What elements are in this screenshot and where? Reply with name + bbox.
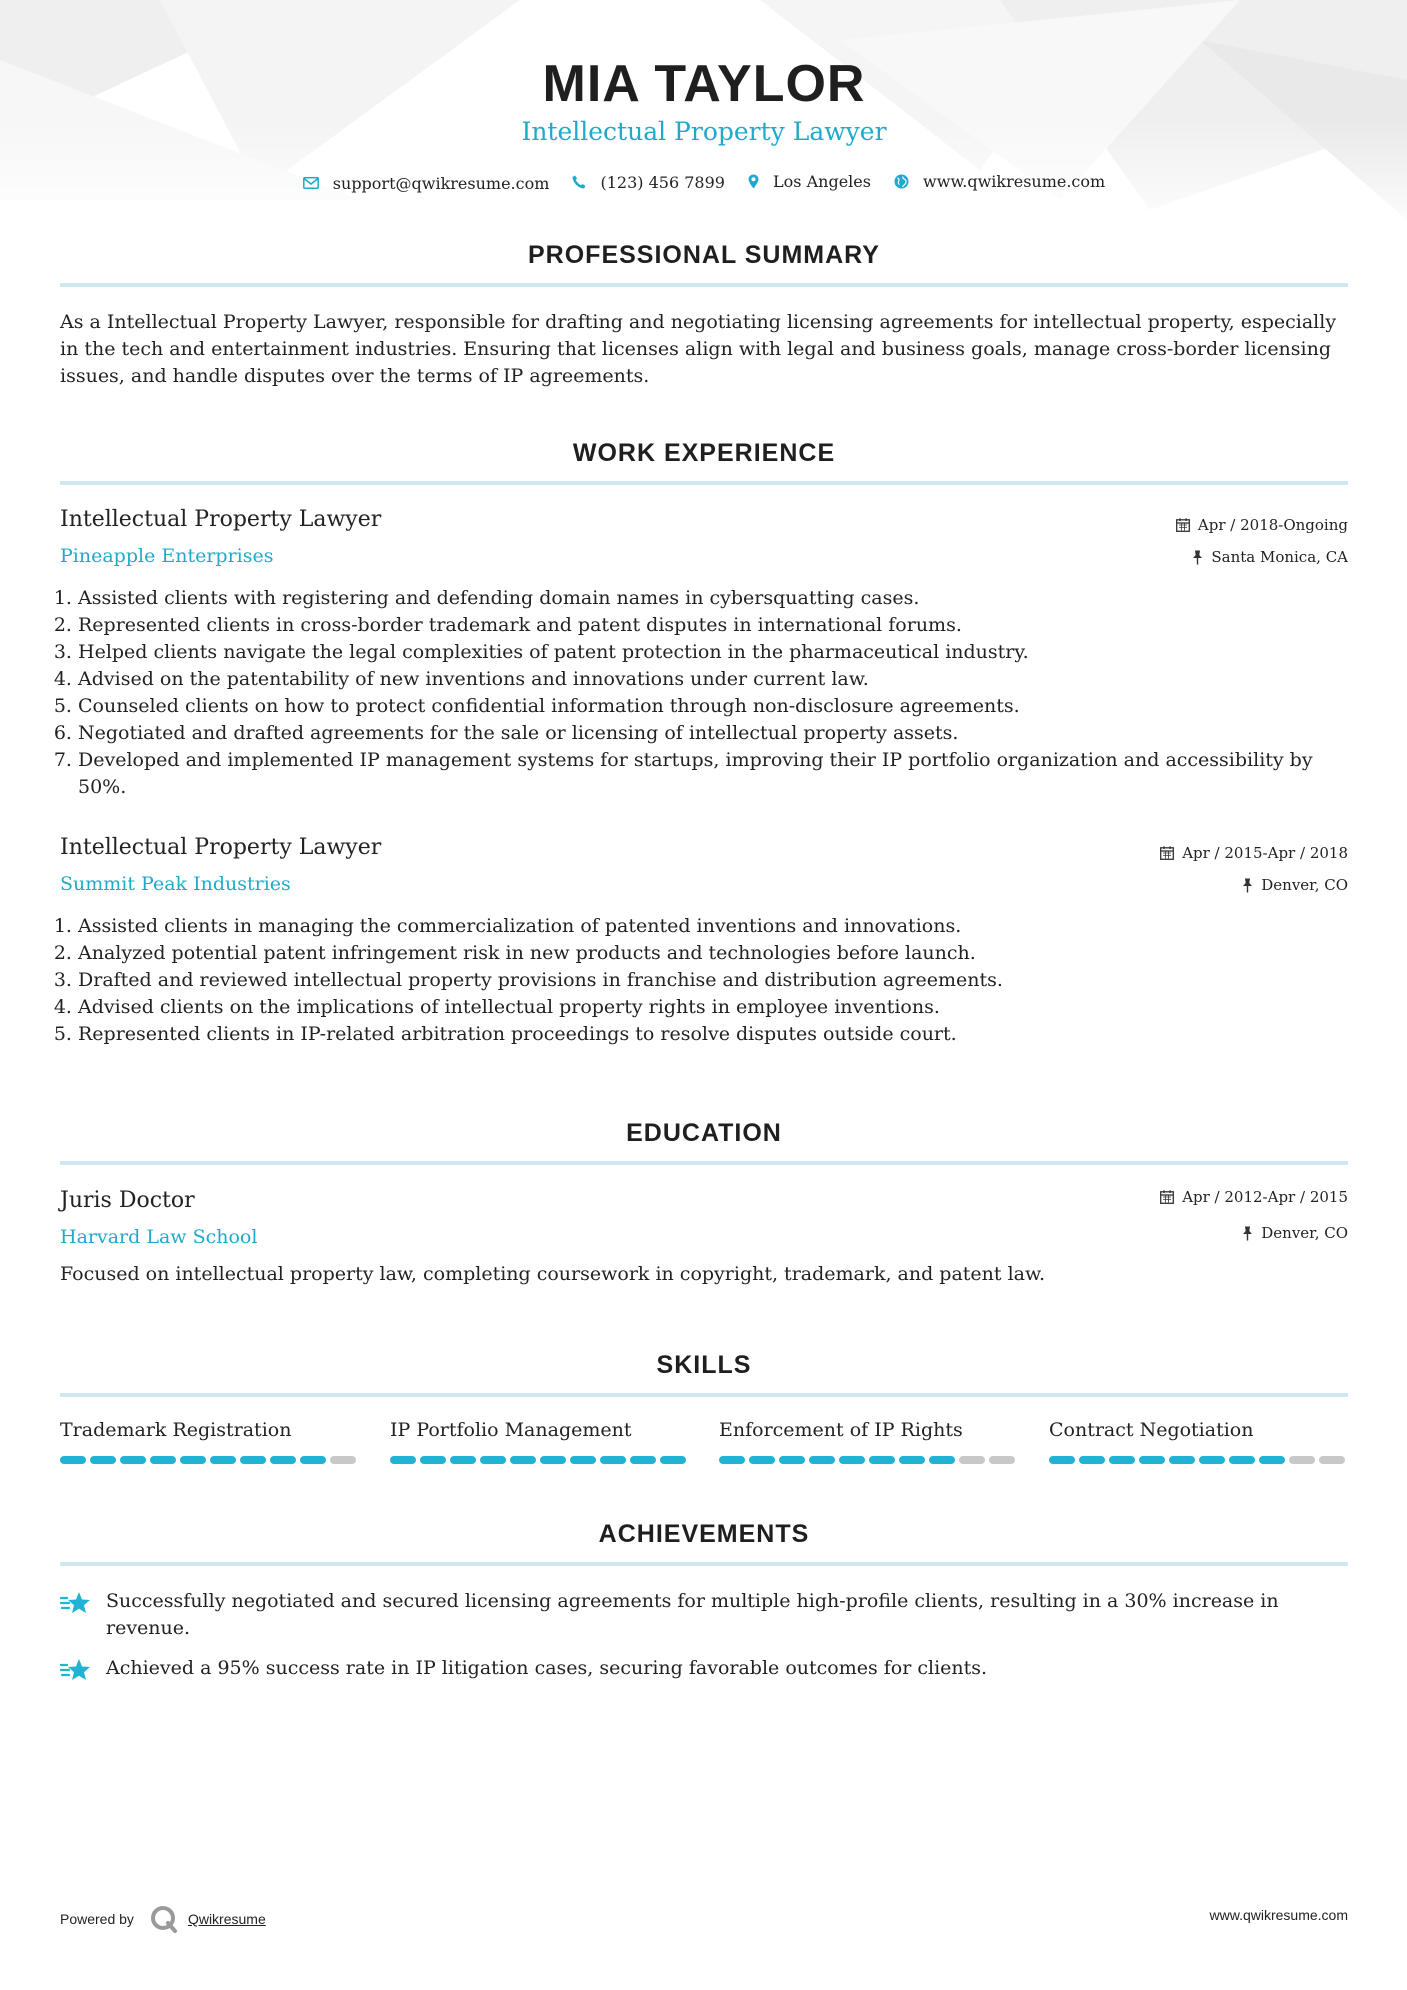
skill-rating [60, 1456, 360, 1464]
skill-segment-filled [210, 1456, 236, 1464]
skill-name: IP Portfolio Management [390, 1419, 632, 1441]
job-location-text: Denver, CO [1261, 876, 1348, 894]
skill-segment-filled [839, 1456, 865, 1464]
skill-segment-empty [1289, 1456, 1315, 1464]
calendar-icon [1176, 518, 1190, 532]
qwikresume-logo-icon [148, 1904, 182, 1934]
achievements-divider [60, 1562, 1348, 1566]
candidate-title: Intellectual Property Lawyer [521, 117, 887, 146]
achievements-heading: ACHIEVEMENTS [598, 1520, 810, 1548]
calendar-icon [1160, 846, 1174, 860]
education-divider [60, 1161, 1348, 1165]
contact-location-text: Los Angeles [773, 172, 871, 191]
achievement-text: Achieved a 95% success rate in IP litigation cases, securing favorable outcomes for clients. [106, 1657, 988, 1679]
skill-segment-filled [869, 1456, 895, 1464]
star-icon [60, 1657, 92, 1683]
skill-segment-filled [60, 1456, 86, 1464]
summary-heading: PROFESSIONAL SUMMARY [528, 241, 880, 269]
skill-segment-filled [749, 1456, 775, 1464]
skill-rating [390, 1456, 690, 1464]
summary-divider [60, 283, 1348, 287]
calendar-icon [1160, 1190, 1174, 1204]
list-item: 4. Advised clients on the implications of intellectual property rights in employee inventions. [78, 994, 1346, 1021]
skill-segment-empty [989, 1456, 1015, 1464]
list-item: 2. Analyzed potential patent infringement risk in new products and technologies before launch. [78, 940, 1346, 967]
job-bullets [60, 585, 1346, 801]
contact-phone-text: (123) 456 7899 [600, 172, 725, 192]
skill-segment-filled [1139, 1456, 1165, 1464]
skill-segment-filled [660, 1456, 686, 1464]
list-item: 1. Assisted clients in managing the commercialization of patented inventions and innovations. [78, 913, 1346, 940]
skill-segment-filled [450, 1456, 476, 1464]
job-location [1192, 548, 1348, 566]
star-icon [60, 1590, 92, 1616]
skill-segment-filled [300, 1456, 326, 1464]
list-item: 5. Represented clients in IP-related arbitration proceedings to resolve disputes outside court. [78, 1021, 1346, 1048]
skill-segment-filled [929, 1456, 955, 1464]
footer-powered-by [60, 1904, 266, 1934]
skill-segment-filled [779, 1456, 805, 1464]
globe-icon [894, 174, 909, 189]
education-heading: EDUCATION [626, 1119, 782, 1147]
skill-segment-filled [630, 1456, 656, 1464]
skills-divider [60, 1393, 1348, 1397]
skill-segment-filled [570, 1456, 596, 1464]
skill-segment-filled [390, 1456, 416, 1464]
skill-item [390, 1419, 690, 1464]
list-item: 5. Counseled clients on how to protect confidential information through non-disclosure agreements. [78, 693, 1346, 720]
skill-item [1049, 1419, 1349, 1464]
contact-phone[interactable] [572, 173, 724, 192]
skill-segment-filled [150, 1456, 176, 1464]
footer-website[interactable]: www.qwikresume.com [1209, 1907, 1348, 1923]
envelope-icon [303, 177, 319, 189]
achievement-item [60, 1588, 1348, 1642]
skill-name: Trademark Registration [60, 1419, 292, 1441]
contact-bar [60, 172, 1348, 193]
skill-segment-filled [899, 1456, 925, 1464]
contact-location [748, 172, 871, 191]
skill-segment-filled [1109, 1456, 1135, 1464]
experience-divider [60, 481, 1348, 485]
job-dates [1160, 844, 1348, 862]
achievement-item [60, 1655, 1348, 1683]
skill-segment-empty [1319, 1456, 1345, 1464]
job-dates [1176, 516, 1348, 534]
skill-item [60, 1419, 360, 1464]
skill-segment-filled [719, 1456, 745, 1464]
skill-name: Contract Negotiation [1049, 1419, 1254, 1441]
list-item: 3. Helped clients navigate the legal complexities of patent protection in the pharmaceutical industry. [78, 639, 1346, 666]
skill-segment-filled [1229, 1456, 1255, 1464]
qwikresume-link[interactable]: Qwikresume [187, 1911, 266, 1927]
skill-segment-filled [1079, 1456, 1105, 1464]
skills-heading: SKILLS [656, 1351, 752, 1379]
experience-heading: WORK EXPERIENCE [572, 439, 836, 467]
skill-segment-filled [1199, 1456, 1225, 1464]
list-item: 6. Negotiated and drafted agreements for the sale or licensing of intellectual property assets. [78, 720, 1346, 747]
skill-segment-filled [270, 1456, 296, 1464]
skill-segment-empty [959, 1456, 985, 1464]
skill-segment-filled [1049, 1456, 1075, 1464]
education-location-text: Denver, CO [1261, 1224, 1348, 1242]
skill-segment-filled [480, 1456, 506, 1464]
education-school: Harvard Law School [60, 1226, 258, 1248]
skill-segment-filled [120, 1456, 146, 1464]
phone-icon [572, 175, 586, 189]
skill-name: Enforcement of IP Rights [719, 1419, 963, 1441]
job-bullets [60, 913, 1346, 1048]
skill-segment-filled [600, 1456, 626, 1464]
job-dates-text: Apr / 2015-Apr / 2018 [1182, 844, 1348, 862]
contact-email[interactable] [303, 174, 550, 193]
contact-website[interactable] [894, 172, 1105, 191]
skill-segment-filled [90, 1456, 116, 1464]
skill-rating [1049, 1456, 1349, 1464]
skill-segment-filled [809, 1456, 835, 1464]
skill-segment-filled [180, 1456, 206, 1464]
job-location-text: Santa Monica, CA [1211, 548, 1348, 566]
powered-by-label: Powered by [60, 1911, 134, 1927]
list-item: 1. Assisted clients with registering and defending domain names in cybersquatting cases. [78, 585, 1346, 612]
skill-item [719, 1419, 1019, 1464]
pushpin-icon [1242, 878, 1253, 893]
education-dates [1160, 1188, 1348, 1206]
skill-segment-filled [1259, 1456, 1285, 1464]
education-degree: Juris Doctor [60, 1188, 195, 1213]
list-item: 3. Drafted and reviewed intellectual property provisions in franchise and distribution agreements. [78, 967, 1346, 994]
achievement-text: Successfully negotiated and secured licensing agreements for multiple high-profile clients, resulting in a 30% increase in revenue. [106, 1590, 1279, 1639]
education-dates-text: Apr / 2012-Apr / 2015 [1182, 1188, 1348, 1206]
list-item: 7. Developed and implemented IP management systems for startups, improving their IP portfolio organization and accessibility by 50%. [78, 747, 1346, 801]
map-pin-icon [748, 174, 759, 189]
skill-segment-filled [240, 1456, 266, 1464]
job-company: Pineapple Enterprises [60, 545, 274, 567]
summary-text: As a Intellectual Property Lawyer, responsible for drafting and negotiating licensing agreements for intellectual property, especially in the tech and entertainment industries. Ensuring that licenses align with legal and business goals, manage cross-border licensing issues, and handle disputes over the terms of IP agreements. [60, 311, 1337, 387]
contact-email-text: support@qwikresume.com [332, 173, 550, 193]
pushpin-icon [1242, 1226, 1253, 1241]
job-dates-text: Apr / 2018-Ongoing [1197, 516, 1348, 534]
skill-rating [719, 1456, 1019, 1464]
skill-segment-filled [1169, 1456, 1195, 1464]
education-location [1242, 1224, 1348, 1242]
list-item: 2. Represented clients in cross-border trademark and patent disputes in international forums. [78, 612, 1346, 639]
skill-segment-filled [540, 1456, 566, 1464]
list-item: 4. Advised on the patentability of new inventions and innovations under current law. [78, 666, 1346, 693]
job-title: Intellectual Property Lawyer [60, 507, 382, 532]
candidate-name: MIA TAYLOR [542, 55, 866, 113]
job-title: Intellectual Property Lawyer [60, 835, 382, 860]
pushpin-icon [1192, 550, 1203, 565]
contact-website-text: www.qwikresume.com [923, 172, 1106, 191]
education-description: Focused on intellectual property law, completing coursework in copyright, trademark, and patent law. [60, 1263, 1046, 1285]
skill-segment-empty [330, 1456, 356, 1464]
job-location [1242, 876, 1348, 894]
job-company: Summit Peak Industries [60, 873, 291, 895]
skill-segment-filled [510, 1456, 536, 1464]
skill-segment-filled [420, 1456, 446, 1464]
